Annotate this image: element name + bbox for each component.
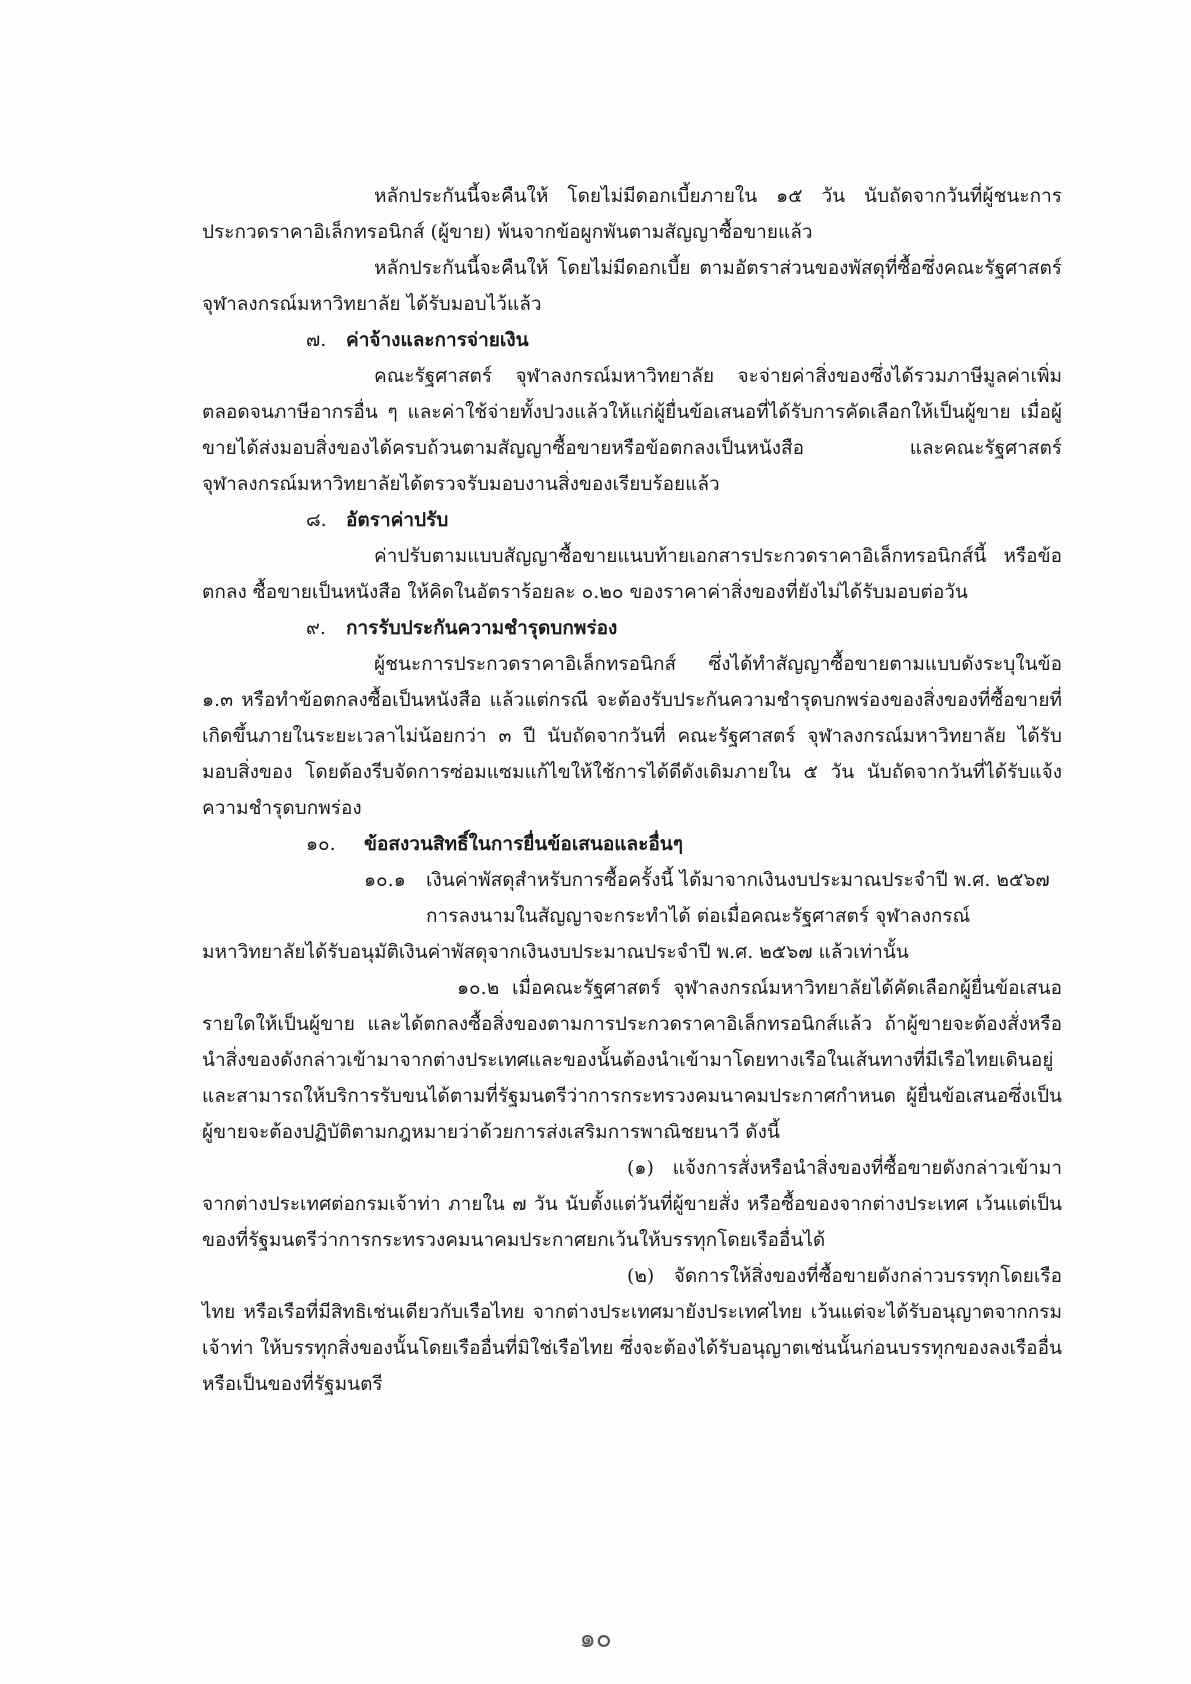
section-9-text: ผู้ชนะการประกวดราคาอิเล็กทรอนิกส์ ซึ่งได้ทำสัญญาซื้อขายตามแบบดังระบุในข้อ ๑.๓ หรือทำข้อตกลงซื้อเป็นหนังสือ แล้วแต่กรณี จะต้องรับประกันความชำรุดบกพร่องของสิ่งของที่ซื้อขายที่เกิดขึ้นภายในระยะเวลาไม่น้อยกว่า ๓ ปี นับถัดจากวันที่ คณะรัฐศาสตร์ จุฬาลงกรณ์มหาวิทยาลัย ได้รับมอบสิ่งของ โดยต้องรีบจัดการซ่อมแซมแก้ไขให้ใช้การได้ดีดังเดิมภายใน ๕ วัน นับถัดจากวันที่ได้รับแจ้งความชำรุดบกพร่อง [202, 653, 1062, 819]
section-10-1-number: ๑๐.๑ [364, 869, 406, 891]
section-8-number: ๘. [306, 509, 327, 531]
item-1-text: (๑) แจ้งการสั่งหรือนำสิ่งของที่ซื้อขายดังกล่าวเข้ามาจากต่างประเทศต่อกรมเจ้าท่า ภายใน ๗ วัน นับตั้งแต่วันที่ผู้ขายสั่ง หรือซื้อของจากต่างประเทศ เว้นแต่เป็นของที่รัฐมนตรีว่าการกระทรวงคมนาคมประกาศยกเว้นให้บรรทุกโดยเรืออื่นได้ [202, 1157, 1062, 1251]
section-7-heading [306, 322, 1062, 358]
section-8-text: ค่าปรับตามแบบสัญญาซื้อขายแนบท้ายเอกสารประกวดราคาอิเล็กทรอนิกส์นี้ หรือข้อตกลง ซื้อขายเป็นหนังสือ ให้คิดในอัตราร้อยละ ๐.๒๐ ของราคาค่าสิ่งของที่ยังไม่ได้รับมอบต่อวัน [202, 545, 1062, 603]
document-body [202, 178, 1062, 1402]
paragraph-refund-full: หลักประกันนี้จะคืนให้ โดยไม่มีดอกเบี้ยภายใน ๑๕ วัน นับถัดจากวันที่ผู้ชนะการประกวดราคาอิเล็กทรอนิกส์ (ผู้ขาย) พ้นจากข้อผูกพันตามสัญญาซื้อขายแล้ว [202, 185, 1062, 243]
section-10-1-line2: การลงนามในสัญญาจะกระทำได้ ต่อเมื่อคณะรัฐศาสตร์ จุฬาลงกรณ์ [426, 905, 971, 927]
section-10-heading [306, 826, 1062, 862]
section-10-1-line1 [364, 862, 1062, 898]
section-9-heading [306, 610, 1062, 646]
section-7-number: ๗. [306, 329, 327, 351]
section-10-2-text: ๑๐.๒ เมื่อคณะรัฐศาสตร์ จุฬาลงกรณ์มหาวิทยาลัยได้คัดเลือกผู้ยื่นข้อเสนอรายใดให้เป็นผู้ขาย และได้ตกลงซื้อสิ่งของตามการประกวดราคาอิเล็กทรอนิกส์แล้ว ถ้าผู้ขายจะต้องสั่งหรือนำสิ่งของดังกล่าวเข้ามาจากต่างประเทศและของนั้นต้องนำเข้ามาโดยทางเรือในเส้นทางที่มีเรือไทยเดินอยู่ และสามารถให้บริการรับขนได้ตามที่รัฐมนตรีว่าการกระทรวงคมนาคมประกาศกำหนด ผู้ยื่นข้อเสนอซึ่งเป็นผู้ขายจะต้องปฏิบัติตามกฎหมายว่าด้วยการส่งเสริมการพาณิชยนาวี ดังนี้ [202, 977, 1062, 1143]
section-7-title: ค่าจ้างและการจ่ายเงิน [346, 329, 529, 351]
section-8-heading [306, 502, 1062, 538]
page-number: ๑๐ [579, 1624, 612, 1654]
section-10-1-line3: มหาวิทยาลัยได้รับอนุมัติเงินค่าพัสดุจากเงินงบประมาณประจำปี พ.ศ. ๒๕๖๗ แล้วเท่านั้น [202, 941, 909, 963]
section-8-title: อัตราค่าปรับ [346, 509, 449, 531]
section-10-number: ๑๐. [306, 833, 336, 855]
section-9-title: การรับประกันความชำรุดบกพร่อง [346, 617, 618, 639]
section-10-title: ข้อสงวนสิทธิ์ในการยื่นข้อเสนอและอื่นๆ [364, 833, 684, 855]
section-7-text: คณะรัฐศาสตร์ จุฬาลงกรณ์มหาวิทยาลัย จะจ่ายค่าสิ่งของซึ่งได้รวมภาษีมูลค่าเพิ่มตลอดจนภาษีอากรอื่น ๆ และค่าใช้จ่ายทั้งปวงแล้วให้แก่ผู้ยื่นข้อเสนอที่ได้รับการคัดเลือกให้เป็นผู้ขาย เมื่อผู้ขายได้ส่งมอบสิ่งของได้ครบถ้วนตามสัญญาซื้อขายหรือข้อตกลงเป็นหนังสือ และคณะรัฐศาสตร์ จุฬาลงกรณ์มหาวิทยาลัยได้ตรวจรับมอบงานสิ่งของเรียบร้อยแล้ว [202, 365, 1062, 495]
item-2-text: (๒) จัดการให้สิ่งของที่ซื้อขายดังกล่าวบรรทุกโดยเรือไทย หรือเรือที่มีสิทธิเช่นเดียวกับเรือไทย จากต่างประเทศมายังประเทศไทย เว้นแต่จะได้รับอนุญาตจากกรมเจ้าท่า ให้บรรทุกสิ่งของนั้นโดยเรืออื่นที่มิใช่เรือไทย ซึ่งจะต้องได้รับอนุญาตเช่นนั้นก่อนบรรทุกของลงเรืออื่น หรือเป็นของที่รัฐมนตรี [202, 1265, 1062, 1395]
paragraph-refund-partial: หลักประกันนี้จะคืนให้ โดยไม่มีดอกเบี้ย ตามอัตราส่วนของพัสดุที่ซื้อซึ่งคณะรัฐศาสตร์ จุฬาลงกรณ์มหาวิทยาลัย ได้รับมอบไว้แล้ว [202, 257, 1062, 315]
section-9-number: ๙. [306, 617, 326, 639]
section-10-1-line1-text: เงินค่าพัสดุสำหรับการซื้อครั้งนี้ ได้มาจากเงินงบประมาณประจำปี พ.ศ. ๒๕๖๗ [426, 869, 1050, 891]
